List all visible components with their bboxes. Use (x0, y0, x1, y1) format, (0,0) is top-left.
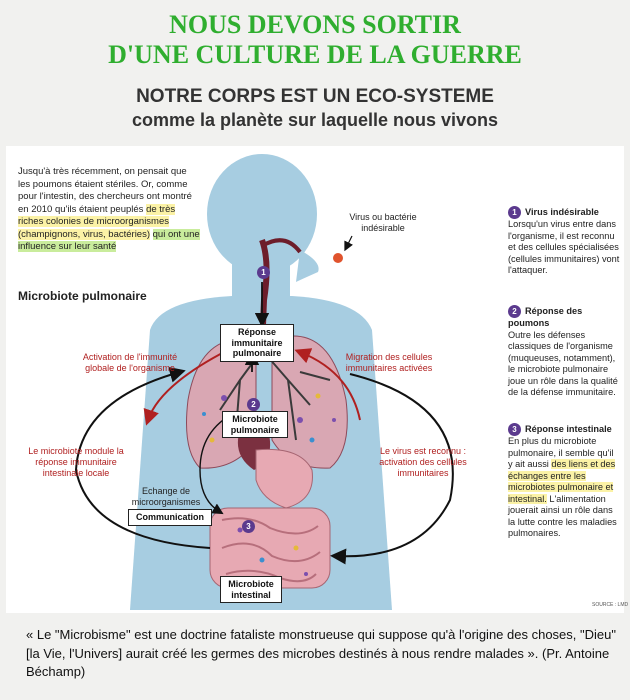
side-text-3b: L'alimentation jouerait ainsi un rôle dans la lutte contre les maladies pulmonaires. (508, 493, 617, 538)
exchange-label: Echange de microorganismes (131, 486, 201, 507)
side-badge-3: 3 (508, 423, 521, 436)
bechamp-quote: « Le "Microbisme" est une doctrine fataliste monstrueuse qui suppose qu'à l'origine des choses, "Dieu" [la Vie, l'Univers] aurait créé les germes des microbes destinés à nous rendre malades ». (Pr. Antoine Béchamp) (26, 627, 616, 679)
microbiota-modulates-label: Le microbiote module la réponse immunitaire intestinale locale (28, 446, 124, 478)
side-text-1: Lorsqu'un virus entre dans l'organisme, il est reconnu et des cellules spécialisées (cellules immunitaires) vont l'attaquer. (508, 219, 620, 275)
side-section-2 (508, 305, 620, 399)
subtitle-line2: comme la planète sur laquelle nous vivons (131, 110, 499, 130)
virus-particle (333, 253, 343, 263)
lung-microbiota-title: Microbiote pulmonaire (18, 289, 147, 303)
intro-highlight-yellow: de très riches colonies de microorganismes (champignons, virus, bactéries) (18, 203, 176, 240)
side-badge-2: 2 (508, 305, 521, 318)
communication-box: Communication (128, 509, 212, 526)
side-title-2: Réponse des poumons (508, 306, 583, 328)
side-section-3 (508, 423, 620, 540)
subtitle-line1: NOTRE CORPS EST UN ECO-SYSTEME (136, 86, 494, 107)
side-text-3a: En plus du microbiote pulmonaire, il semble qu'il y ait aussi (508, 436, 614, 469)
side-text-3 (508, 436, 620, 540)
diagram-badge-1: 1 (257, 266, 270, 279)
side-section-1 (508, 206, 620, 277)
diagram-badge-3: 3 (242, 520, 255, 533)
intro-highlight-green: qui ont une influence sur leur santé (18, 228, 200, 252)
virus-label: Virus ou bactérie indésirable (349, 212, 417, 233)
page-title-line2: D'UNE CULTURE DE LA GUERRE (108, 40, 522, 69)
side-text-3-highlight: des liens et des échanges entre les microbiotes pulmonaire et intestinal. (508, 459, 616, 504)
virus-arrow (346, 236, 352, 248)
activation-global-label: Activation de l'immunité globale de l'organisme (82, 352, 178, 373)
side-text-2: Outre les défenses classiques de l'organisme (muqueuses, notamment), le microbiote pulmonaire joue un rôle dans la qualité de la défense immunitaire. (508, 329, 618, 397)
intro-paragraph (18, 166, 200, 254)
lung-microbiota-box: Microbiote pulmonaire (222, 411, 288, 438)
intestinal-microbiota-box: Microbiote intestinal (220, 576, 282, 603)
page-title-line1: NOUS DEVONS SORTIR (169, 10, 461, 39)
immune-response-lung-box: Réponse immunitaire pulmonaire (220, 324, 294, 362)
intro-text: Jusqu'à très récemment, on pensait que les poumons étaient stériles. Or, comme pour l'intestin, des chercheurs ont montré en 2010 qu'ils étaient peuplés (18, 166, 192, 215)
side-title-1: Virus indésirable (525, 207, 599, 217)
side-title-3: Réponse intestinale (525, 424, 612, 434)
diagram-badge-2: 2 (247, 398, 260, 411)
side-badge-1: 1 (508, 206, 521, 219)
migration-label: Migration des cellules immunitaires activées (345, 352, 433, 373)
source-credit: SOURCE : LMD (592, 602, 629, 608)
virus-recognized-label: Le virus est reconnu : activation des cellules immunitaires (379, 446, 467, 478)
